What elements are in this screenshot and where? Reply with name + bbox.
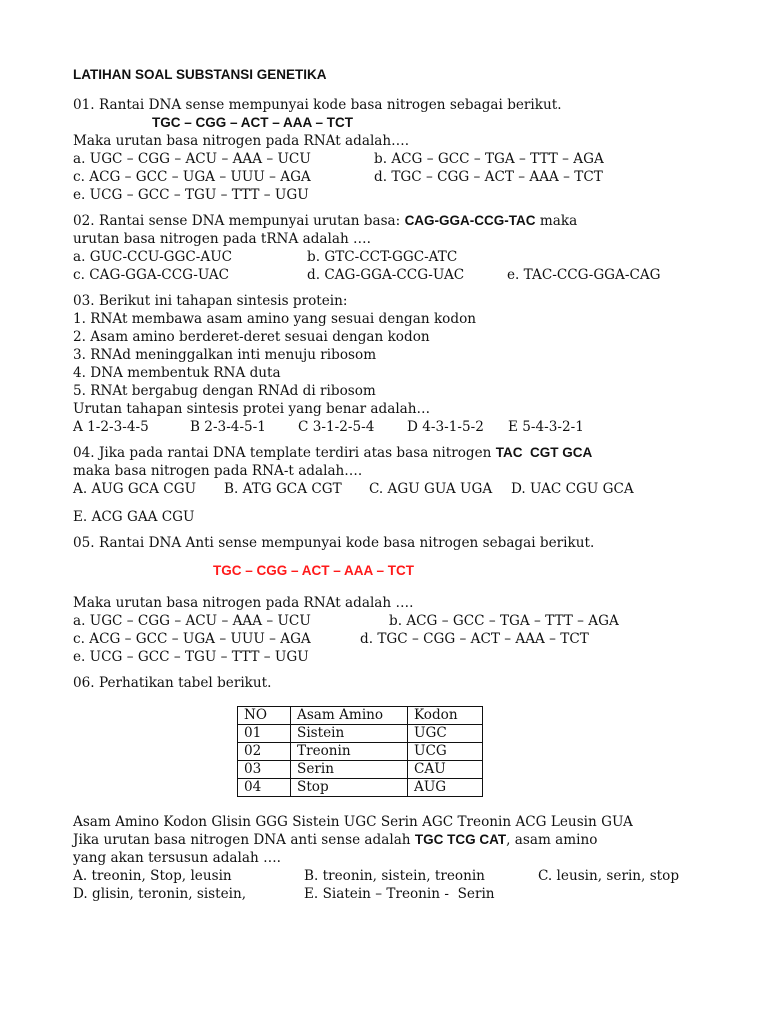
q6-option-e: E. Siatein – Treonin - Serin [304,886,495,902]
q6-prompt: 06. Perhatikan tabel berikut. [73,675,272,691]
table-cell: 03 [238,761,291,779]
q2-prompt-line2: urutan basa nitrogen pada tRNA adalah …. [73,231,371,247]
q2-option-a: a. GUC-CCU-GGC-AUC [73,249,233,265]
q4-option-b: B. ATG GCA CGT [224,481,342,497]
question-4 [73,444,713,526]
document-title: LATIHAN SOAL SUBSTANSI GENETIKA [73,67,327,82]
question-3 [73,292,713,436]
q4-option-c: C. AGU GUA UGA [369,481,493,497]
q3-option-e: E 5-4-3-2-1 [508,419,584,435]
table-cell: AUG [408,779,483,797]
q3-option-c: C 3-1-2-5-4 [298,419,375,435]
question-2 [73,212,713,284]
table-header-cell: Asam Amino [291,707,408,725]
q5-option-a: a. UGC – CGG – ACU – AAA – UCU [73,613,311,629]
q3-step-2: 2. Asam amino berderet-deret sesuai dengan kodon [73,329,430,345]
table-cell: CAU [408,761,483,779]
q2-option-c: c. CAG-GGA-CCG-UAC [73,267,230,283]
q1-option-b: b. ACG – GCC – TGA – TTT – AGA [374,151,604,167]
q5-option-c: c. ACG – GCC – UGA – UUU – AGA [73,631,311,647]
q6-option-b: B. treonin, sistein, treonin [304,868,485,884]
q6-note: Asam Amino Kodon Glisin GGG Sistein UGC Serin AGC Treonin ACG Leusin GUA [73,814,633,830]
q4-option-a: A. AUG GCA CGU [73,481,197,497]
table-cell: Stop [291,779,408,797]
q2-sequence: CAG-GGA-CCG-TAC [404,213,536,228]
table-header-row [238,707,483,725]
table-cell: UCG [408,743,483,761]
table-cell: Treonin [291,743,408,761]
q3-step-3: 3. RNAd meninggalkan inti menuju ribosom [73,347,377,363]
q1-sequence: TGC – CGG – ACT – AAA – TCT [152,115,354,130]
table-header-cell: NO [238,707,291,725]
q6-option-a: A. treonin, Stop, leusin [73,868,232,884]
q1-option-e: e. UCG – GCC – TGU – TTT – UGU [73,187,309,203]
q4-prompt: 04. Jika pada rantai DNA template terdiri atas basa nitrogen [73,445,496,461]
q3-option-a: A 1-2-3-4-5 [73,419,149,435]
q4-prompt-line2: maka basa nitrogen pada RNA-t adalah…. [73,463,363,479]
q3-step-5: 5. RNAt bergabug dengan RNAd di ribosom [73,383,376,399]
table-row [238,779,483,797]
q5-option-b: b. ACG – GCC – TGA – TTT – AGA [389,613,619,629]
q4-option-e: E. ACG GAA CGU [73,509,195,525]
table-row [238,761,483,779]
q6-question-line2: yang akan tersusun adalah …. [73,850,281,866]
table-cell: 02 [238,743,291,761]
q2-prompt-post: maka [535,213,578,229]
table-header-cell: Kodon [408,707,483,725]
q6-sequence: TGC TCG CAT [414,832,507,847]
q3-step-1: 1. RNAt membawa asam amino yang sesuai dengan kodon [73,311,477,327]
q2-option-e: e. TAC-CCG-GGA-CAG [507,267,661,283]
q1-question: Maka urutan basa nitrogen pada RNAt adalah…. [73,133,410,149]
table-row [238,743,483,761]
q6-option-d: D. glisin, teronin, sistein, [73,886,247,902]
codon-table [237,706,483,797]
q3-step-4: 4. DNA membentuk RNA duta [73,365,281,381]
q5-option-e: e. UCG – GCC – TGU – TTT – UGU [73,649,309,665]
q5-option-d: d. TGC – CGG – ACT – AAA – TCT [360,631,589,647]
q1-option-c: c. ACG – GCC – UGA – UUU – AGA [73,169,311,185]
q2-prompt: 02. Rantai sense DNA mempunyai urutan basa: [73,213,405,229]
table-cell: Sistein [291,725,408,743]
question-6 [73,674,713,903]
q5-sequence: TGC – CGG – ACT – AAA – TCT [213,563,415,578]
question-1 [73,96,713,204]
q5-prompt: 05. Rantai DNA Anti sense mempunyai kode basa nitrogen sebagai berikut. [73,535,595,551]
table-cell: UGC [408,725,483,743]
q5-question: Maka urutan basa nitrogen pada RNAt adalah …. [73,595,414,611]
table-row [238,725,483,743]
question-5 [73,534,713,666]
q2-option-d: d. CAG-GGA-CCG-UAC [307,267,465,283]
q3-question: Urutan tahapan sintesis protei yang benar adalah… [73,401,431,417]
table-cell: Serin [291,761,408,779]
q4-sequence: TAC CGT GCA [495,445,593,460]
q4-option-d: D. UAC CGU GCA [511,481,634,497]
q2-option-b: b. GTC-CCT-GGC-ATC [307,249,458,265]
q6-option-c: C. leusin, serin, stop [538,868,680,884]
q3-option-d: D 4-3-1-5-2 [407,419,484,435]
q6-question-post: , asam amino [506,832,598,848]
table-cell: 01 [238,725,291,743]
q1-option-a: a. UGC – CGG – ACU – AAA – UCU [73,151,311,167]
q1-option-d: d. TGC – CGG – ACT – AAA – TCT [374,169,603,185]
q3-prompt: 03. Berikut ini tahapan sintesis protein: [73,293,348,309]
q6-question: Jika urutan basa nitrogen DNA anti sense adalah [73,832,415,848]
q1-prompt: 01. Rantai DNA sense mempunyai kode basa nitrogen sebagai berikut. [73,97,562,113]
table-cell: 04 [238,779,291,797]
document-page [73,66,713,911]
q3-option-b: B 2-3-4-5-1 [190,419,266,435]
